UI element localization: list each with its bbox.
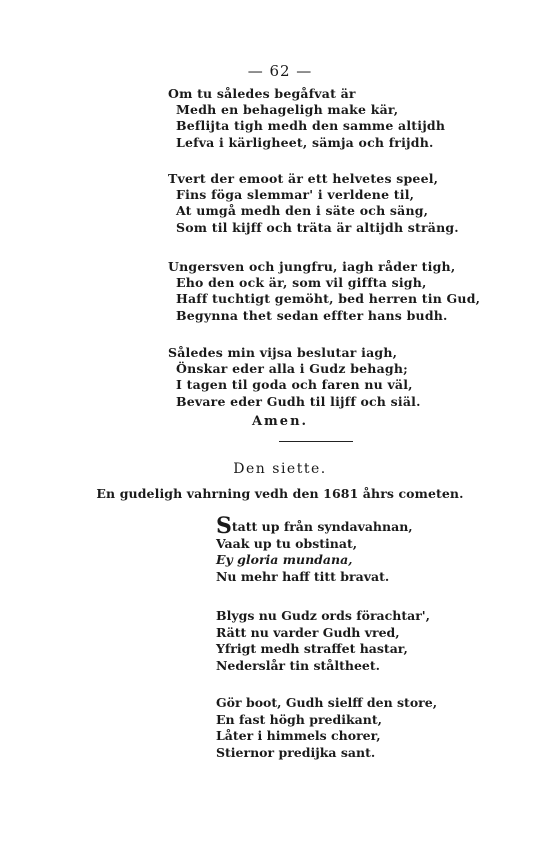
verse-line: Ungersven och jungfru, iagh råder tigh,: [168, 259, 456, 274]
verse-line: En fast högh predikant,: [216, 711, 382, 727]
verse-line: Haff tuchtigt gemöht, bed herren tin Gud,: [176, 291, 481, 307]
stanza-3: [168, 259, 498, 324]
stanza-1: [168, 86, 498, 151]
amen-line: Amen.: [251, 414, 309, 429]
verse-line: Låter i himmels chorer,: [216, 728, 381, 743]
verse-line: Om tu således begåfvat är: [168, 86, 356, 101]
verse-line: I tagen til goda och faren nu väl,: [176, 377, 413, 393]
verse-line: Nu mehr haff titt bravat.: [216, 568, 390, 584]
verse-line: Rätt nu varder Gudh vred,: [216, 624, 400, 640]
verse-line: Vaak up tu obstinat,: [216, 535, 358, 551]
verse-line: Tvert der emoot är ett helvetes speel,: [168, 171, 439, 186]
song-stanza-1: [216, 513, 496, 585]
verse-line: Som til kijff och träta är altijdh sträng.: [176, 219, 459, 235]
verse-line-latin: Ey gloria mundana,: [216, 552, 353, 567]
verse-line: Beflijta tigh medh den samme altijdh: [176, 118, 446, 134]
verse-line: Gör boot, Gudh sielff den store,: [216, 695, 438, 710]
verse-line: [216, 552, 496, 569]
verse-line: Eho den ock är, som vil giffta sigh,: [176, 275, 427, 291]
verse-line: Fins föga slemmar' i verldene til,: [176, 187, 415, 203]
verse-line: Lefva i kärligheet, sämja och frijdh.: [176, 134, 434, 150]
drop-cap: S: [216, 513, 232, 539]
verse-line: Nederslår tin ståltheet.: [216, 657, 380, 673]
verse-line: Stiernor predijka sant.: [216, 744, 376, 760]
song-stanza-3: [216, 695, 496, 761]
verse-line: Begynna thet sedan effter hans budh.: [176, 307, 448, 323]
section-title: Den siette.: [233, 461, 327, 477]
song-stanza-2: [216, 608, 496, 674]
verse-line: Således min vijsa beslutar iagh,: [168, 345, 398, 360]
verse-line: Yfrigt medh straffet hastar,: [216, 641, 408, 656]
stanza-4: [168, 345, 498, 410]
verse-line: Medh en behageligh make kär,: [176, 102, 399, 118]
verse-line: [216, 513, 496, 539]
verse-line: Bevare eder Gudh til lijff och siäl.: [176, 393, 421, 409]
verse-line: At umgå medh den i säte och säng,: [176, 203, 429, 219]
verse-line: Önskar eder alla i Gudz behagh;: [176, 361, 408, 377]
section-divider: [279, 441, 353, 442]
stanza-2: [168, 171, 498, 236]
verse-line-rest: tatt up från syndavahnan,: [231, 519, 413, 534]
verse-line: Blygs nu Gudz ords förachtar',: [216, 608, 430, 623]
section-subtitle: En gudeligh vahrning vedh den 1681 åhrs cometen.: [96, 486, 464, 501]
page-number: — 62 —: [247, 62, 313, 80]
